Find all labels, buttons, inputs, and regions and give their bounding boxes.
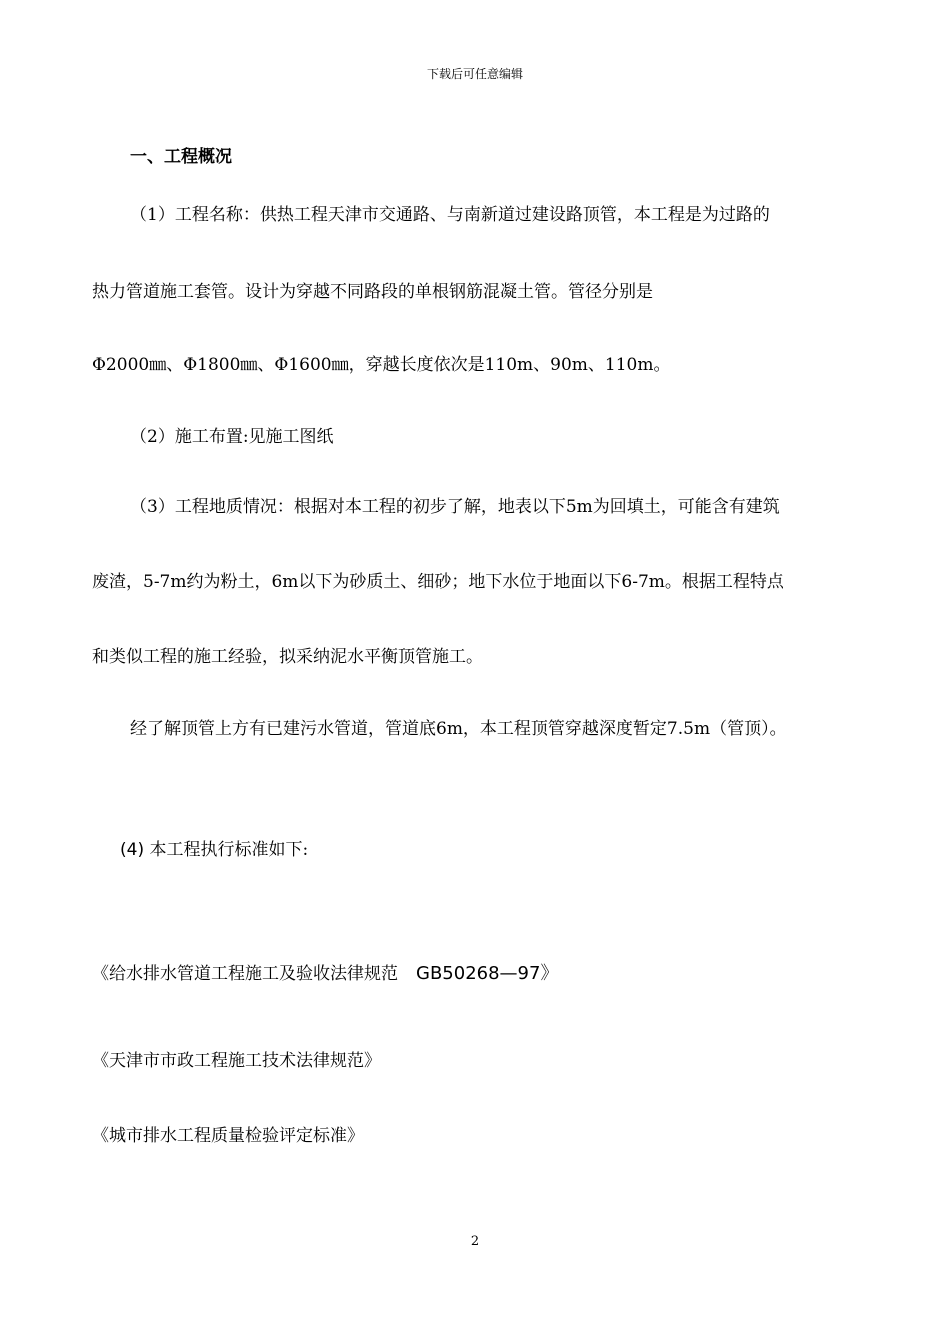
paragraph-3-line-3: 和类似工程的施工经验，拟采纳泥水平衡顶管施工。 <box>92 647 483 667</box>
paragraph-1-line-1: （1）工程名称：供热工程天津市交通路、与南新道过建设路顶管，本工程是为过路的 <box>130 205 770 225</box>
standard-item-2: 《天津市市政工程施工技术法律规范》 <box>92 1051 381 1071</box>
paragraph-4: 经了解顶管上方有已建污水管道，管道底6m，本工程顶管穿越深度暂定7.5m（管顶）。 <box>130 719 787 739</box>
page-header-note: 下载后可任意编辑 <box>426 67 523 81</box>
paragraph-3-line-1: （3）工程地质情况：根据对本工程的初步了解，地表以下5m为回填土，可能含有建筑 <box>130 497 780 517</box>
standard-item-1 <box>92 962 558 986</box>
page-number: 2 <box>470 1234 480 1249</box>
section-title: 一、工程概况 <box>130 147 232 167</box>
paragraph-1-line-3: Φ2000㎜、Φ1800㎜、Φ1600㎜，穿越长度依次是110m、90m、110m。 <box>92 355 671 375</box>
paragraph-2: （2）施工布置:见施工图纸 <box>130 427 334 447</box>
standard-item-1-name: 《给水排水管道工程施工及验收法律规范 <box>92 964 398 984</box>
paragraph-1-line-2: 热力管道施工套管。设计为穿越不同路段的单根钢筋混凝土管。管径分别是 <box>92 282 653 302</box>
standard-item-1-code: GB50268—97》 <box>416 963 559 984</box>
paragraph-5-prefix: (4) <box>120 840 145 860</box>
paragraph-3-line-2: 废渣，5-7m约为粉土，6m以下为砂质土、细砂；地下水位于地面以下6-7m。根据工程特点 <box>92 572 784 592</box>
standard-item-3: 《城市排水工程质量检验评定标准》 <box>92 1126 364 1146</box>
paragraph-5 <box>120 838 308 862</box>
paragraph-5-text: 本工程执行标准如下: <box>149 840 309 860</box>
